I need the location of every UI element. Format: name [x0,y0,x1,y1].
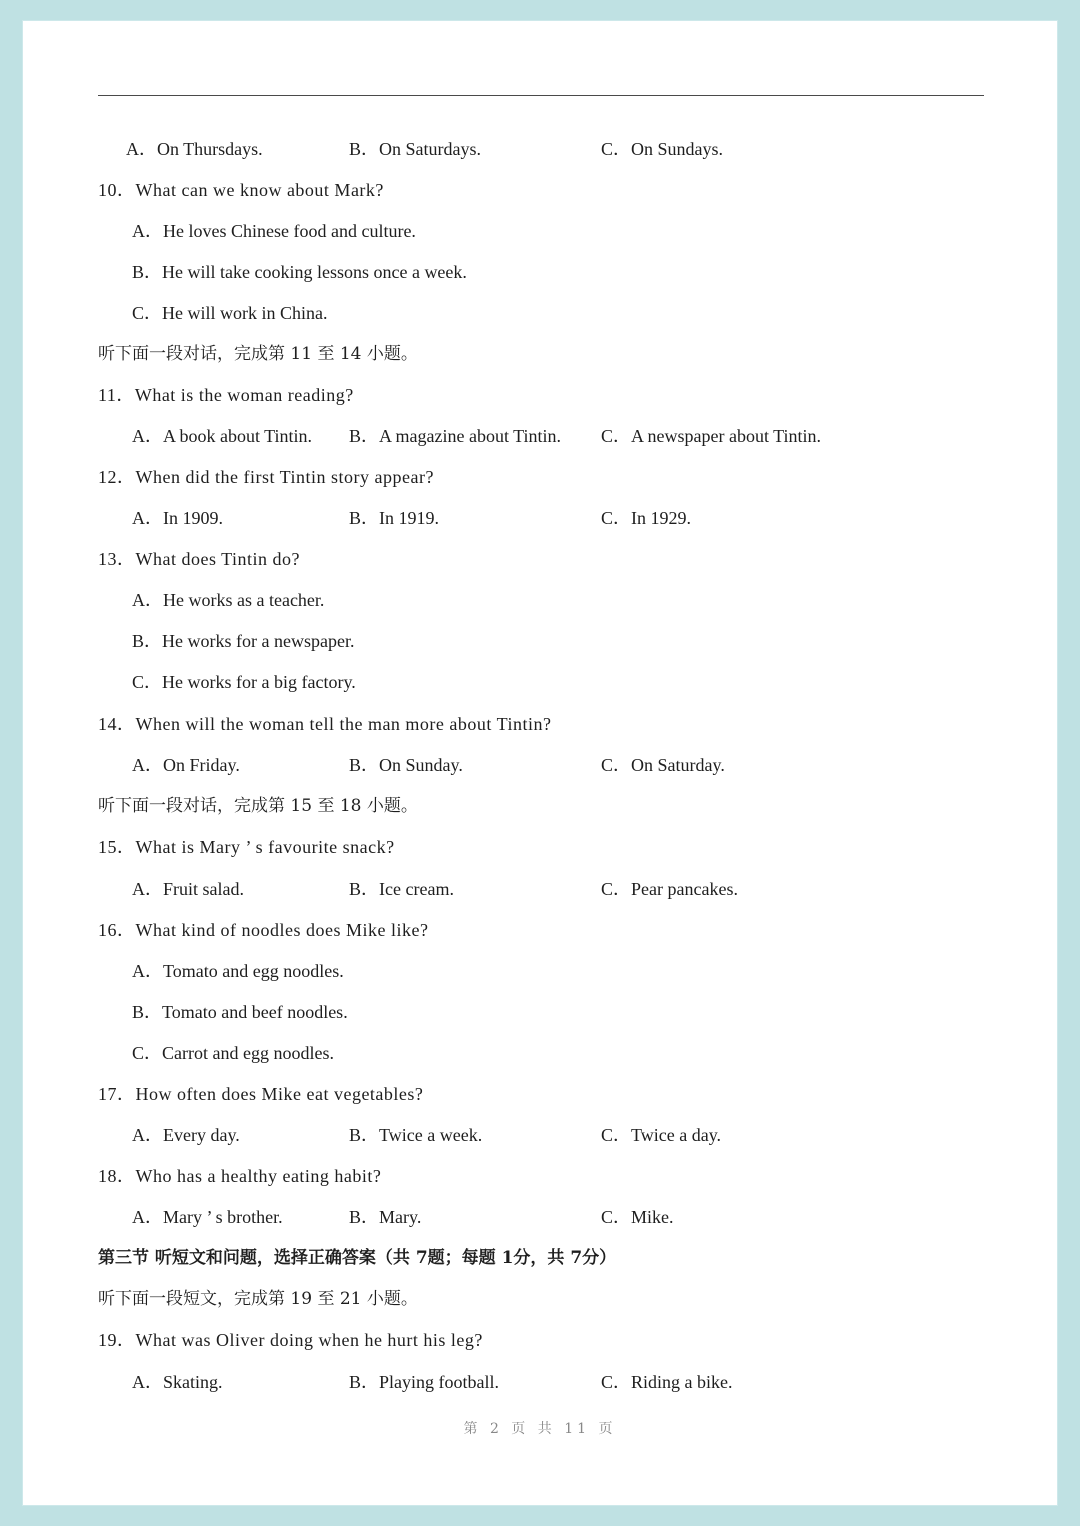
q17-option-b: B．Twice a week. [349,1125,483,1145]
exam-page [22,20,1058,1506]
q13-option-c: C．He works for a big factory. [132,672,356,692]
q16-option-b: B．Tomato and beef noodles. [132,1002,348,1022]
q19-option-a: A．Skating. [132,1372,223,1392]
instruction-11-14: 听下面一段对话，完成第 11 至 14 小题。 [98,344,418,364]
q10-option-c: C．He will work in China. [132,303,328,323]
q11-option-a: A．A book about Tintin. [132,426,313,446]
q18-option-a: A．Mary ’ s brother. [132,1207,283,1227]
q15-option-a: A．Fruit salad. [132,879,244,899]
q13-option-b: B．He works for a newspaper. [132,631,355,651]
q17-option-c: C．Twice a day. [601,1125,722,1145]
q12-option-c: C．In 1929. [601,508,691,528]
page-footer: 第 2 页 共 11 页 [463,1421,617,1437]
q14-option-a: A．On Friday. [132,755,240,775]
header-rule [98,95,984,96]
instruction-15-18: 听下面一段对话，完成第 15 至 18 小题。 [98,796,418,816]
q18-option-c: C．Mike. [601,1207,674,1227]
q9-option-c: C．On Sundays. [601,139,724,159]
q19-option-b: B．Playing football. [349,1372,499,1392]
q10-option-a: A．He loves Chinese food and culture. [132,221,416,241]
q14-option-c: C．On Saturday. [601,755,725,775]
q9-option-a: A．On Thursdays. [126,139,263,159]
q10-option-b: B．He will take cooking lessons once a week. [132,262,467,282]
q12-option-a: A．In 1909. [132,508,223,528]
section3-heading: 第三节 听短文和问题，选择正确答案（共 7题；每题 1分，共 7分） [98,1248,617,1268]
q9-option-b: B．On Saturdays. [349,139,481,159]
q11-stem: 11．What is the woman reading? [98,385,354,405]
q18-option-b: B．Mary. [349,1207,422,1227]
q13-stem: 13．What does Tintin do? [98,549,301,569]
q18-stem: 18．Who has a healthy eating habit? [98,1166,382,1186]
instruction-19-21: 听下面一段短文，完成第 19 至 21 小题。 [98,1289,418,1309]
q14-option-b: B．On Sunday. [349,755,463,775]
q16-option-a: A．Tomato and egg noodles. [132,961,344,981]
q15-option-b: B．Ice cream. [349,879,454,899]
q17-option-a: A．Every day. [132,1125,240,1145]
q15-option-c: C．Pear pancakes. [601,879,738,899]
q15-stem: 15．What is Mary ’ s favourite snack? [98,837,395,857]
q19-option-c: C．Riding a bike. [601,1372,733,1392]
q13-option-a: A．He works as a teacher. [132,590,325,610]
q16-stem: 16．What kind of noodles does Mike like? [98,920,429,940]
q14-stem: 14．When will the woman tell the man more about Tintin? [98,714,552,734]
q17-stem: 17．How often does Mike eat vegetables? [98,1084,424,1104]
q11-option-b: B．A magazine about Tintin. [349,426,562,446]
q16-option-c: C．Carrot and egg noodles. [132,1043,334,1063]
q10-stem: 10．What can we know about Mark? [98,180,384,200]
q19-stem: 19．What was Oliver doing when he hurt his leg? [98,1330,483,1350]
q12-stem: 12．When did the first Tintin story appear? [98,467,434,487]
q12-option-b: B．In 1919. [349,508,439,528]
q11-option-c: C．A newspaper about Tintin. [601,426,822,446]
